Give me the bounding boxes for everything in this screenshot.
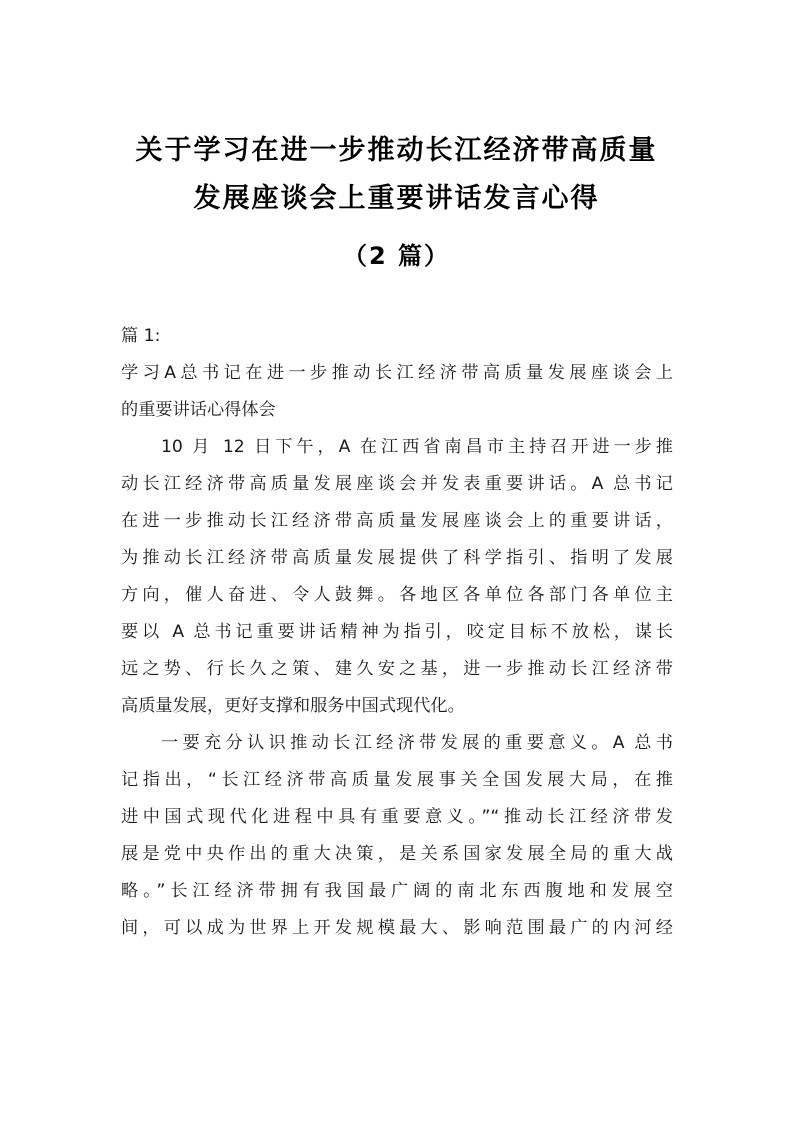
section-label: 篇 1:	[121, 326, 161, 346]
paragraph-line: 间，可以成为世界上开发规模最大、影响范围最广的内河经	[121, 918, 673, 938]
article-title-line-2: 的重要讲话心得体会	[121, 400, 276, 420]
paragraph-line: 略。”长江经济带拥有我国最广阔的南北东西腹地和发展空	[121, 881, 673, 901]
paragraph-line: 展是党中央作出的重大决策，是关系国家发展全局的重大战	[121, 844, 673, 864]
paragraph-line: 一要充分认识推动长江经济带发展的重要意义。A 总书	[161, 733, 673, 753]
paragraph-line: 10 月 12 日下午，A 在江西省南昌市主持召开进一步推	[161, 437, 673, 457]
paragraph-line: 方向，催人奋进、令人鼓舞。各地区各单位各部门各单位主	[121, 585, 673, 605]
document-title-line-2: 发展座谈会上重要讲话发言心得	[193, 183, 600, 214]
paragraph-line: 为推动长江经济带高质量发展提供了科学指引、指明了发展	[121, 548, 673, 568]
paragraph-1	[121, 429, 673, 725]
paragraph-line: 高质量发展，更好支撑和服务中国式现代化。	[121, 696, 465, 716]
paragraph-line: 动长江经济带高质量发展座谈会并发表重要讲话。A 总书记	[121, 474, 673, 494]
document-title-line-1: 关于学习在进一步推动长江经济带高质量	[135, 135, 658, 166]
paragraph-line: 记指出，“长江经济带高质量发展事关全国发展大局，在推	[121, 770, 673, 790]
article-title-line-1: 学习A总书记在进一步推动长江经济带高质量发展座谈会上	[121, 363, 673, 383]
document-subtitle: （2 篇）	[342, 242, 451, 270]
document-body	[121, 318, 673, 947]
paragraph-line: 进中国式现代化进程中具有重要意义。”“推动长江经济带发	[121, 807, 673, 827]
paragraph-line: 在进一步推动长江经济带高质量发展座谈会上的重要讲话，	[121, 511, 673, 531]
paragraph-2	[121, 725, 673, 947]
paragraph-line: 要以 A 总书记重要讲话精神为指引，咬定目标不放松，谋长	[121, 622, 673, 642]
paragraph-line: 远之势、行长久之策、建久安之基，进一步推动长江经济带	[121, 659, 673, 679]
